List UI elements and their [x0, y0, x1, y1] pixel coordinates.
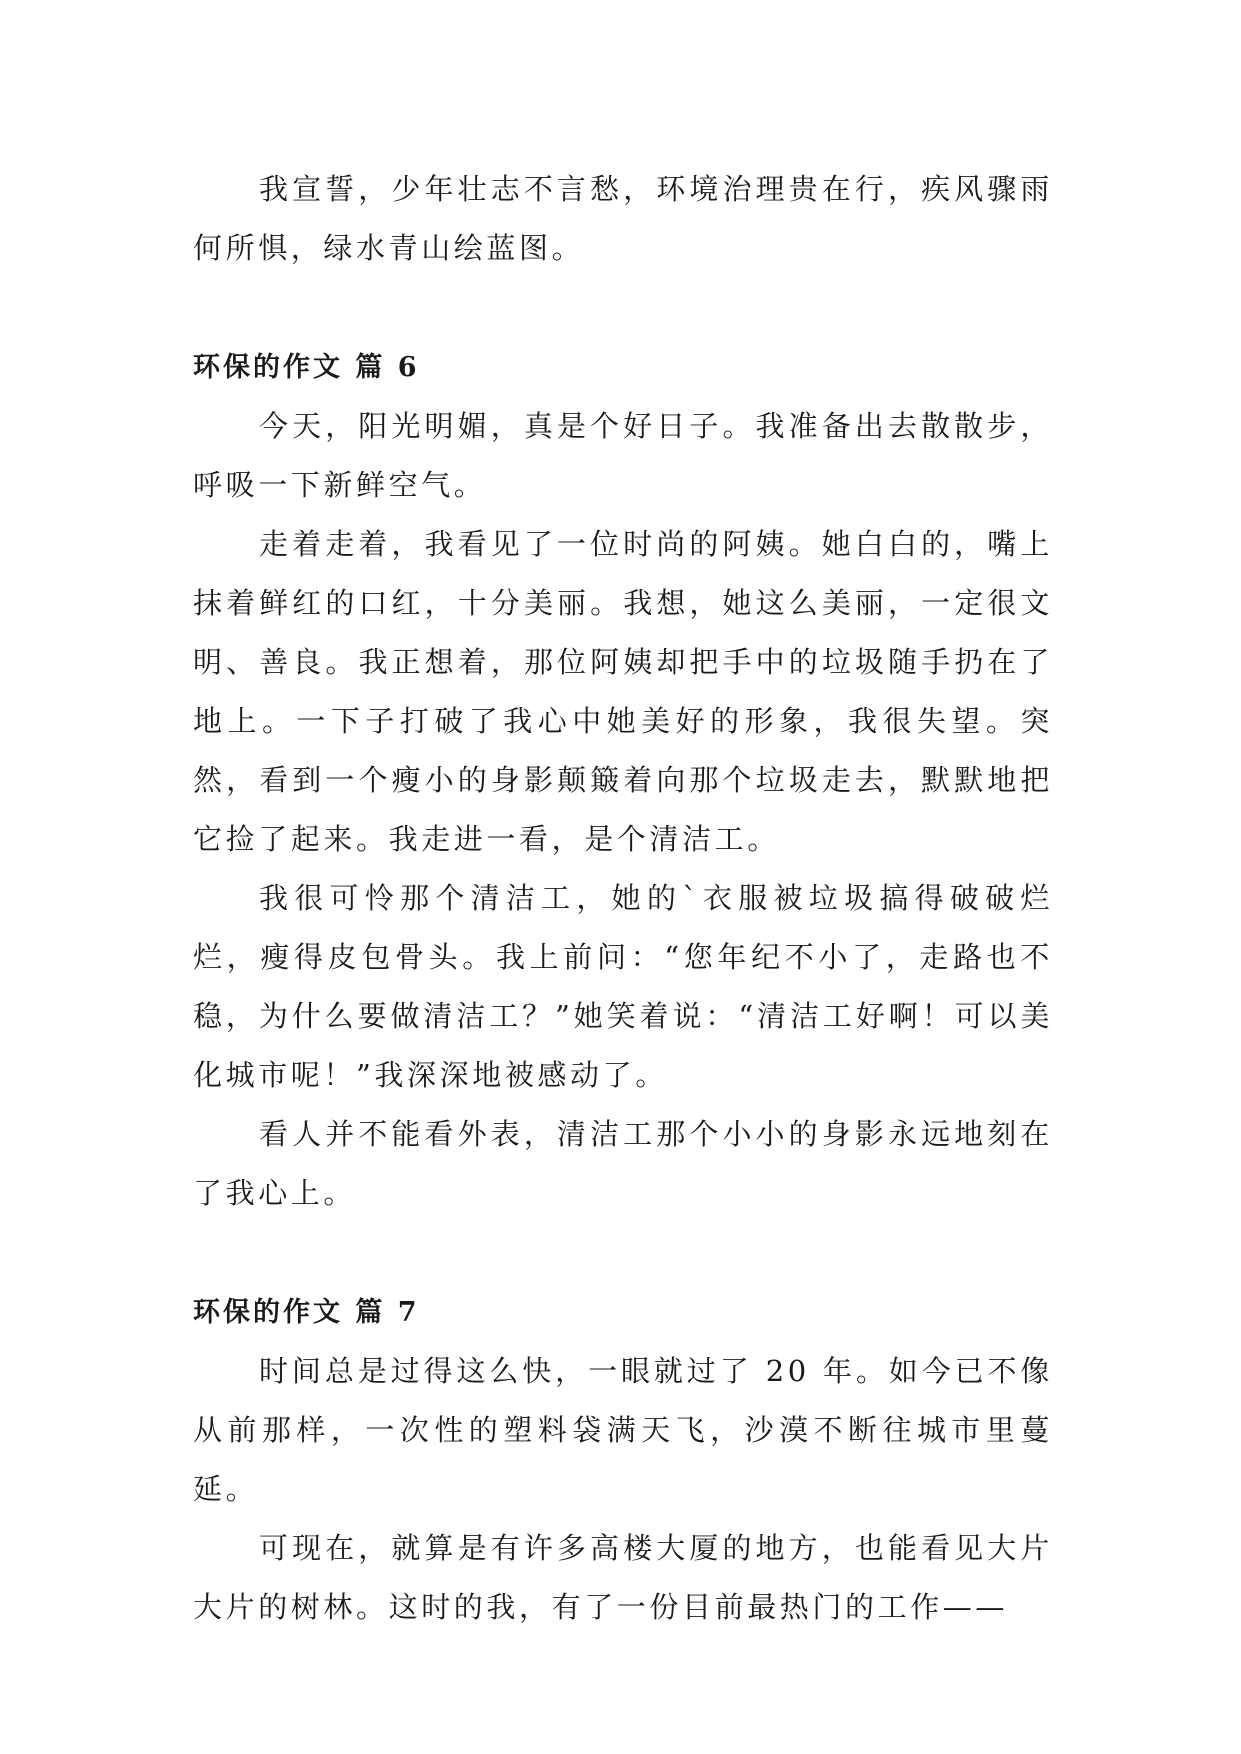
paragraph: 今天，阳光明媚，真是个好日子。我准备出去散散步，呼吸一下新鲜空气。: [193, 409, 1053, 502]
paragraph: 我宣誓，少年壮志不言愁，环境治理贵在行，疾风骤雨何所惧，绿水青山绘蓝图。: [193, 172, 1053, 265]
document-body: [193, 160, 1053, 1637]
paragraph: 时间总是过得这么快，一眼就过了 20 年。如今已不像从前那样，一次性的塑料袋满天飞，沙漠不断往城市里蔓延。: [193, 1354, 1053, 1506]
paragraph: 我很可怜那个清洁工，她的`衣服被垃圾搞得破破烂烂，瘦得皮包骨头。我上前问：“您年纪不小了，走路也不稳，为什么要做清洁工？”她笑着说：“清洁工好啊！可以美化城市呢！”我深深地被感动了。: [193, 881, 1053, 1092]
section-gap: [193, 1223, 1053, 1283]
paragraph: 走着走着，我看见了一位时尚的阿姨。她白白的，嘴上抹着鲜红的口红，十分美丽。我想，她这么美丽，一定很文明、善良。我正想着，那位阿姨却把手中的垃圾随手扔在了地上。一下子打破了我心中她美好的形象，我很失望。突然，看到一个瘦小的身影颠簸着向那个垃圾走去，默默地把它捡了起来。我走进一看，是个清洁工。: [193, 527, 1053, 856]
paragraph: 看人并不能看外表，清洁工那个小小的身影永远地刻在了我心上。: [193, 1117, 1053, 1210]
section-heading: 环保的作文 篇 7: [193, 1297, 420, 1328]
paragraph: 可现在，就算是有许多高楼大厦的地方，也能看见大片大片的树林。这时的我，有了一份目前最热门的工作——: [193, 1531, 1053, 1624]
section-heading: 环保的作文 篇 6: [193, 352, 420, 383]
section-gap: [193, 278, 1053, 338]
